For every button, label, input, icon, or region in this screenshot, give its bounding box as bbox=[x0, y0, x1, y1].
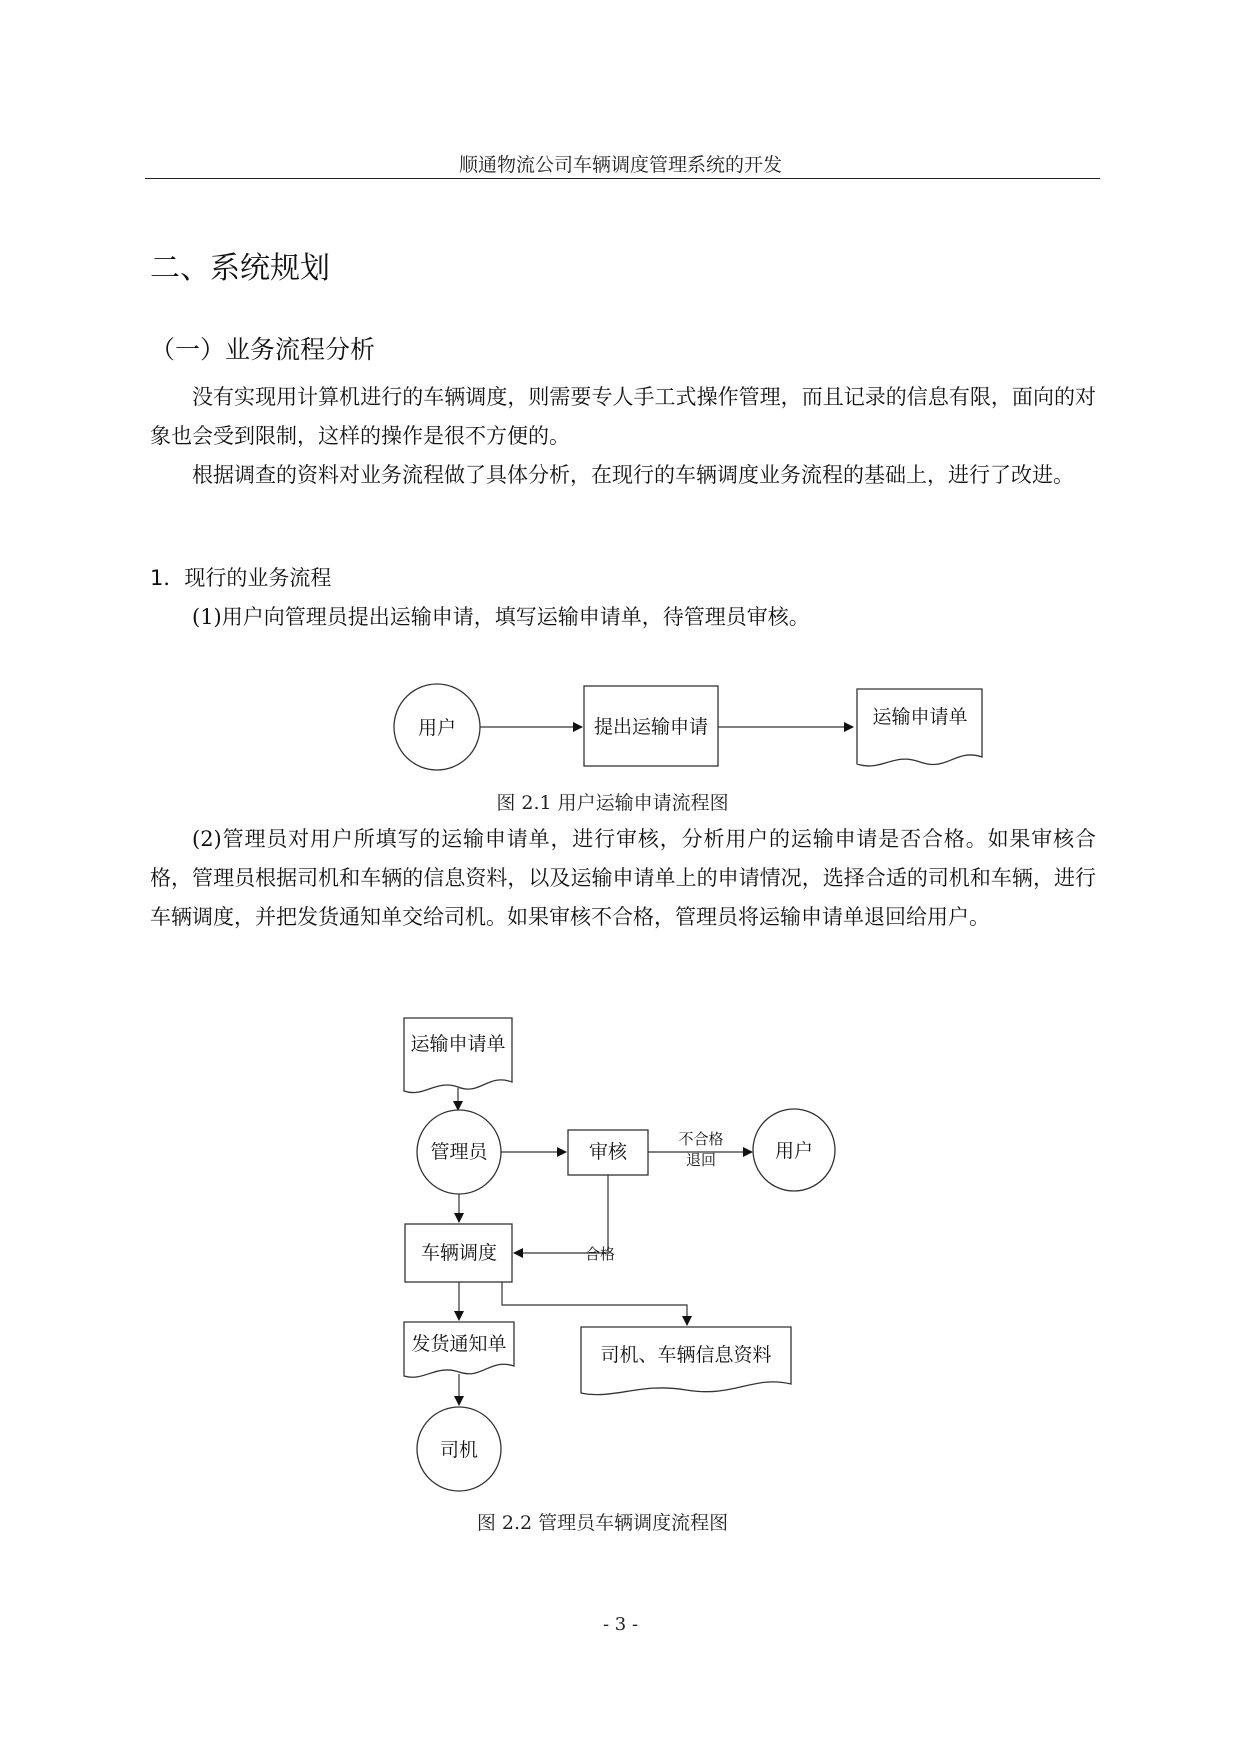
fig2-info-node bbox=[581, 1327, 791, 1395]
fig1-submit-label: 提出运输申请 bbox=[593, 716, 709, 738]
subsection-title: （一）业务流程分析 bbox=[150, 335, 376, 364]
fig2-notice-node bbox=[404, 1322, 514, 1377]
fig2-user-node bbox=[753, 1109, 835, 1191]
fig2-pass-line bbox=[574, 1175, 608, 1253]
fig2-review-node bbox=[568, 1130, 648, 1175]
fig2-info-label: 司机、车辆信息资料 bbox=[600, 1344, 772, 1366]
fig2-driver-node bbox=[417, 1407, 501, 1491]
fig2-notice-label: 发货通知单 bbox=[411, 1333, 507, 1355]
item-heading: 1．现行的业务流程 bbox=[150, 566, 332, 590]
fig2-dispatch-label: 车辆调度 bbox=[420, 1242, 498, 1264]
figure-2-2-caption: 图 2.2 管理员车辆调度流程图 bbox=[476, 1512, 729, 1534]
paragraph-1: 没有实现用计算机进行的车辆调度，则需要专人手工式操作管理，而且记录的信息有限，面向的对象也会受到限制，这样的操作是很不方便的。 bbox=[150, 385, 1096, 448]
fig2-fail-label-1: 不合格 bbox=[678, 1130, 724, 1148]
running-header: 顺通物流公司车辆调度管理系统的开发 bbox=[458, 154, 782, 176]
figure-2-1-caption: 图 2.1 用户运输申请流程图 bbox=[496, 792, 729, 814]
fig2-pass-label: 合格 bbox=[584, 1245, 616, 1263]
fig2-dispatch-node bbox=[405, 1224, 512, 1282]
fig1-submit-node bbox=[584, 686, 718, 766]
fig2-admin-label: 管理员 bbox=[430, 1141, 488, 1163]
paragraph-2: 根据调查的资料对业务流程做了具体分析，在现行的车辆调度业务流程的基础上，进行了改进。 bbox=[192, 463, 1074, 487]
fig1-form-label: 运输申请单 bbox=[872, 706, 968, 728]
fig2-arrow-dispatch-info bbox=[502, 1282, 687, 1325]
fig1-form-node bbox=[857, 689, 982, 766]
fig2-fail-label-2: 退回 bbox=[685, 1151, 717, 1169]
paragraph-4: (2)管理员对用户所填写的运输申请单，进行审核，分析用户的运输申请是否合格。如果审核合格，管理员根据司机和车辆的信息资料，以及运输申请单上的申请情况，选择合适的司机和车辆，进行车辆调度，并把发货通知单交给司机。如果审核不合格，管理员将运输申请单退回给用户。 bbox=[150, 827, 1096, 929]
fig2-review-label: 审核 bbox=[588, 1141, 628, 1163]
fig2-form-label: 运输申请单 bbox=[410, 1033, 506, 1055]
fig2-form-node bbox=[404, 1018, 512, 1093]
fig2-admin-node bbox=[417, 1110, 501, 1194]
fig2-driver-label: 司机 bbox=[439, 1439, 479, 1461]
fig1-user-node bbox=[394, 684, 480, 770]
paragraph-3: (1)用户向管理员提出运输申请，填写运输申请单，待管理员审核。 bbox=[192, 605, 810, 629]
section-title: 二、系统规划 bbox=[150, 251, 330, 286]
fig2-user-label: 用户 bbox=[774, 1140, 814, 1162]
page-number: - 3 - bbox=[602, 1614, 639, 1635]
fig1-user-label: 用户 bbox=[417, 717, 457, 739]
